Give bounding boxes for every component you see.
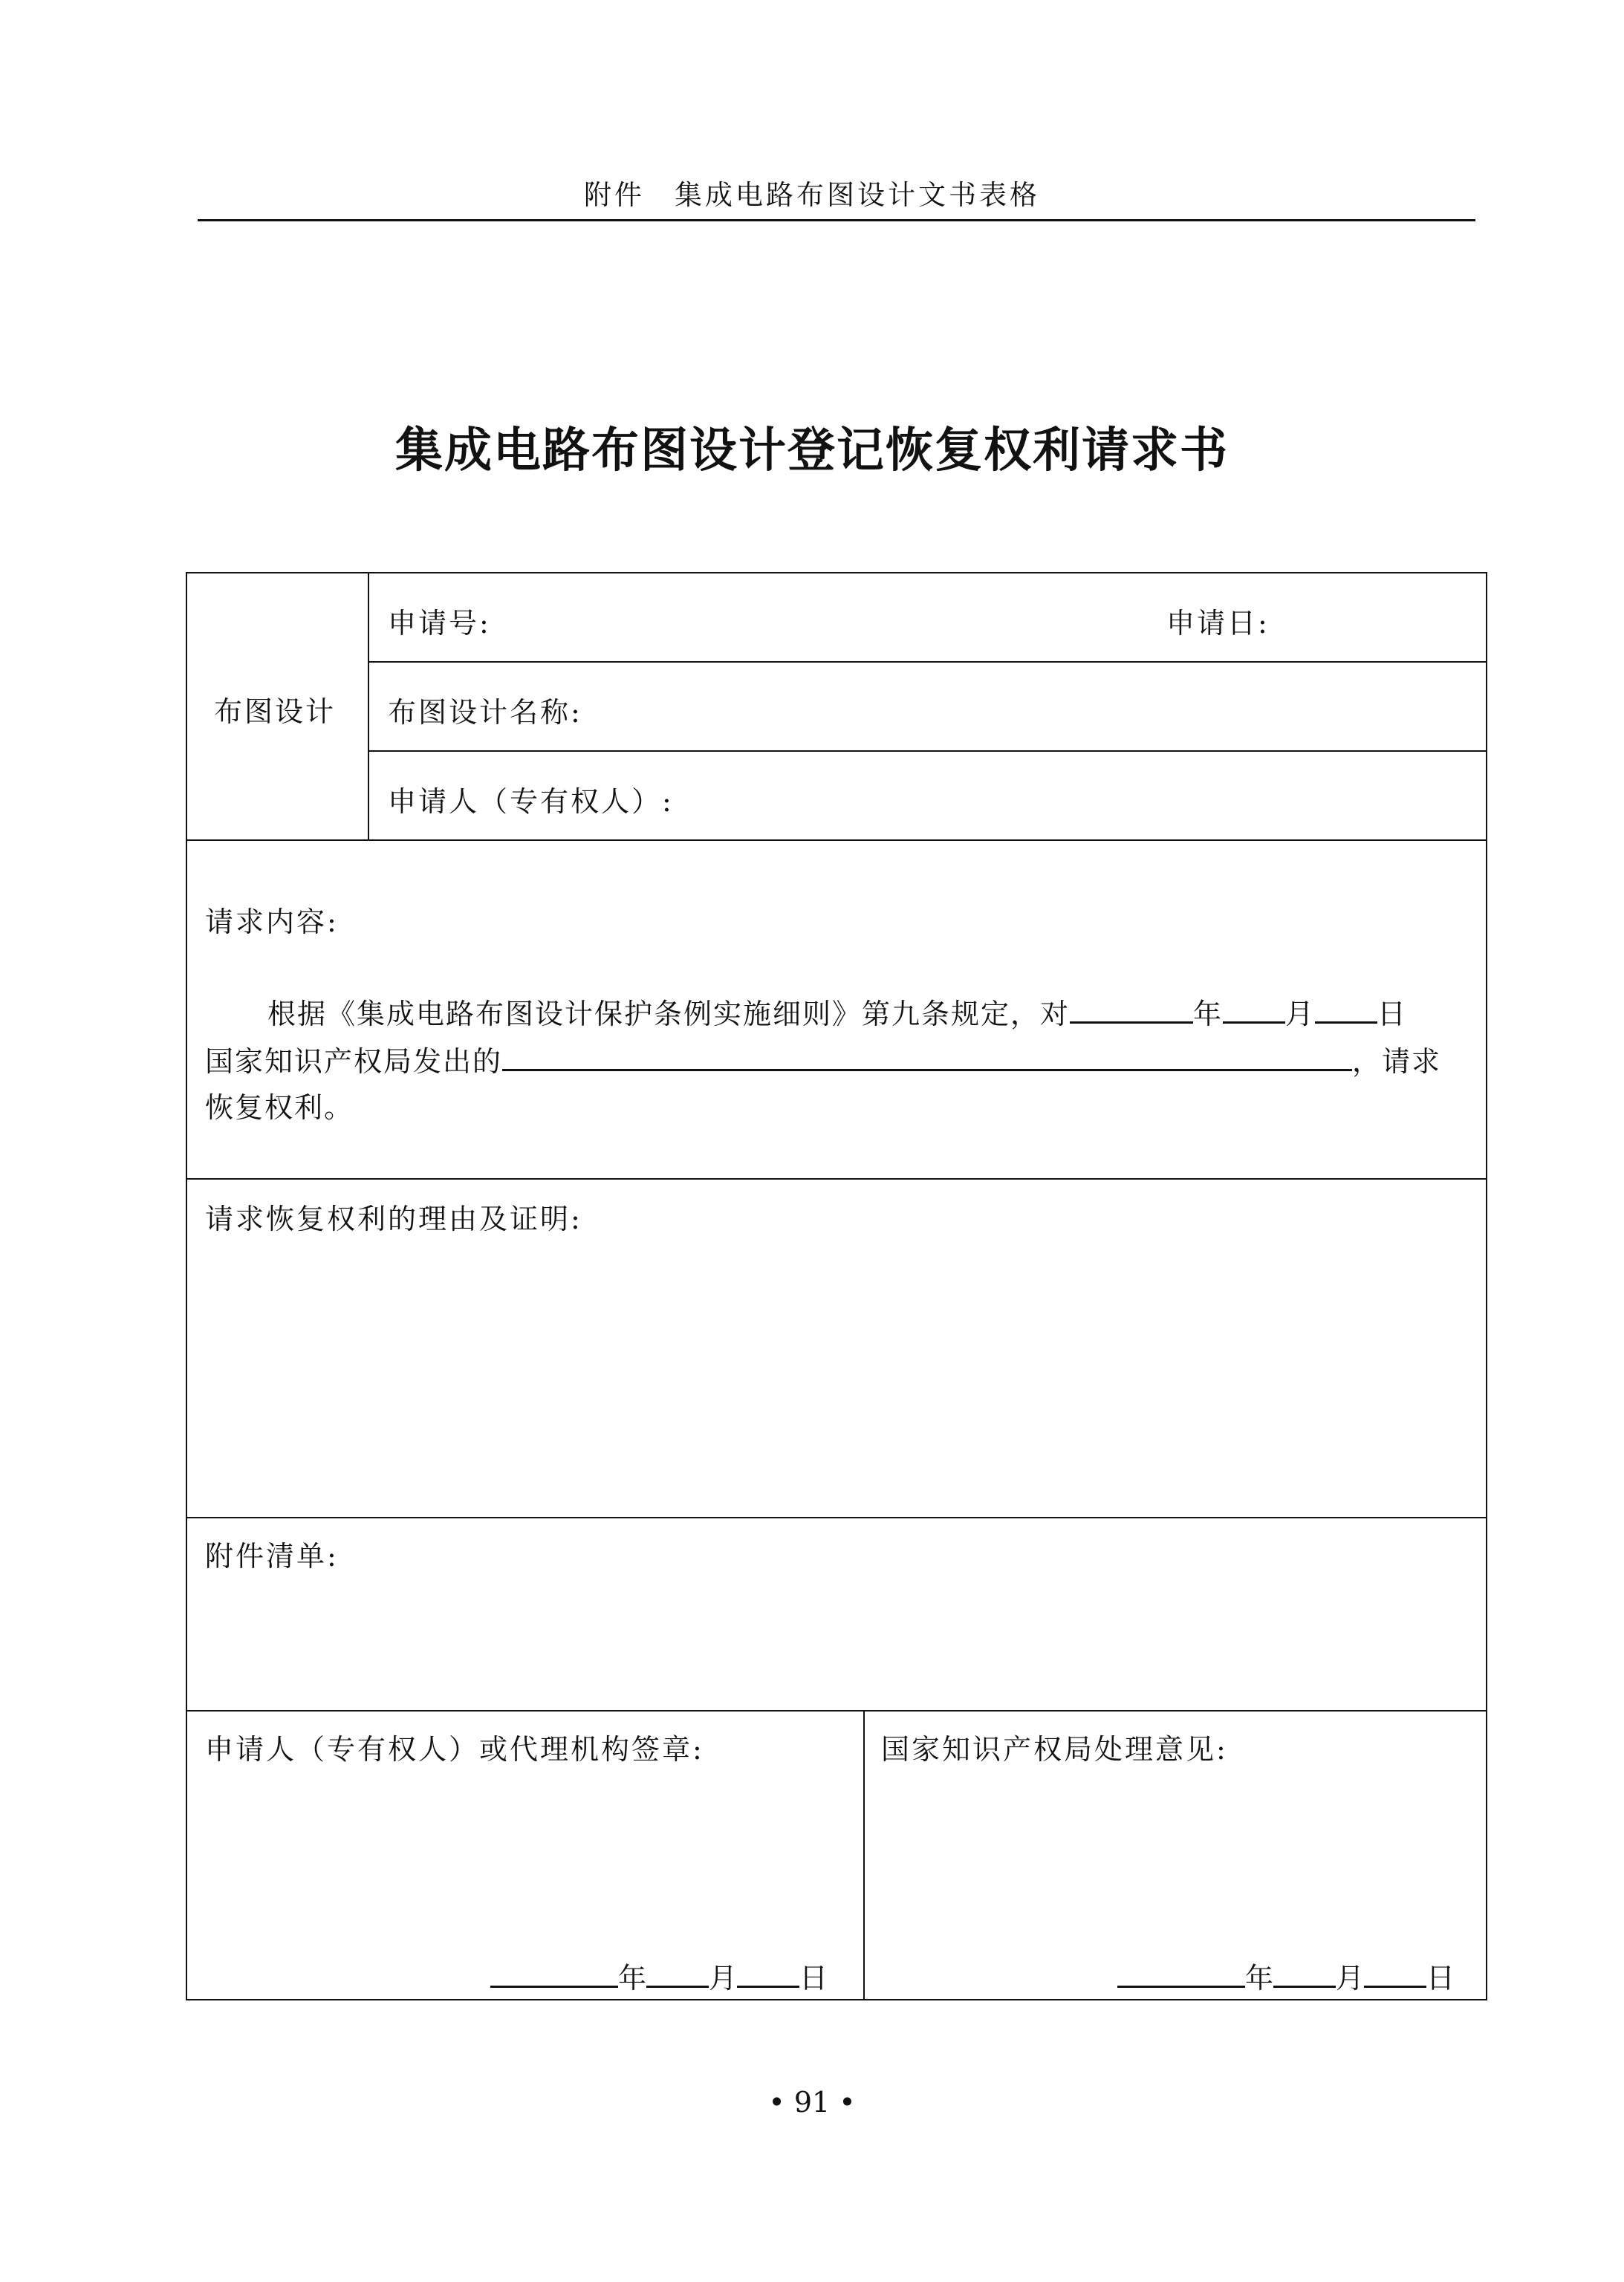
opinion-date [1117,1955,1455,1996]
notice-blank[interactable] [502,1044,1352,1071]
request-content-label: 请求内容: [205,906,339,938]
divider [187,1517,1487,1518]
request-month: 月 [1285,998,1316,1030]
divider [368,750,1487,752]
header-rule [198,219,1475,221]
request-text-line2-start: 国家知识产权局发出的 [205,1045,503,1078]
opinion-year: 年 [1245,1962,1274,1995]
header-prefix: 附件 [584,179,645,211]
signature-day: 日 [799,1962,828,1995]
design-name-label[interactable]: 布图设计名称: [388,696,582,729]
divider [187,1710,1487,1712]
reason-label: 请求恢复权利的理由及证明: [205,1203,582,1235]
page-number: • 91 • [768,2086,856,2119]
application-no-label[interactable]: 申请号: [388,607,491,640]
signature-month: 月 [709,1962,738,1995]
page-title: 集成电路布图设计登记恢复权利请求书 [395,423,1229,478]
design-label: 布图设计 [214,695,337,728]
opinion-month-blank[interactable] [1273,1960,1336,1988]
day-blank[interactable] [1315,996,1377,1024]
opinion-year-blank[interactable] [1117,1960,1245,1988]
divider [863,1710,865,2000]
request-day: 日 [1377,998,1408,1030]
running-header [0,172,1624,212]
request-text-line1 [267,991,1407,1032]
signature-day-blank[interactable] [737,1960,799,1988]
header-section: 集成电路布图设计文书表格 [675,179,1040,211]
signature-year: 年 [618,1962,647,1995]
divider [187,839,1487,841]
applicant-label[interactable]: 申请人（专有权人）: [388,785,674,818]
application-date-label[interactable]: 申请日: [1166,607,1270,640]
opinion-day: 日 [1426,1962,1455,1995]
attachments-label: 附件清单: [205,1540,339,1573]
request-text-line2-end: ，请求 [1352,1045,1442,1078]
cnipa-opinion-label: 国家知识产权局处理意见: [881,1733,1228,1766]
signature-month-blank[interactable] [646,1960,709,1988]
signature-year-blank[interactable] [490,1960,618,1988]
request-text-line2 [205,1038,1441,1079]
divider [187,1178,1487,1180]
request-text-line3: 恢复权利。 [205,1091,354,1124]
opinion-month: 月 [1336,1962,1365,1995]
request-year: 年 [1193,998,1224,1030]
request-form [186,572,1487,2000]
opinion-day-blank[interactable] [1364,1960,1426,1988]
request-text-part1: 根据《集成电路布图设计保护条例实施细则》第九条规定，对 [267,998,1071,1030]
divider [368,661,1487,663]
year-blank[interactable] [1070,996,1193,1024]
month-blank[interactable] [1223,996,1285,1024]
signature-date [490,1955,828,1996]
signature-label: 申请人（专有权人）或代理机构签章: [205,1733,704,1766]
divider [368,573,369,839]
